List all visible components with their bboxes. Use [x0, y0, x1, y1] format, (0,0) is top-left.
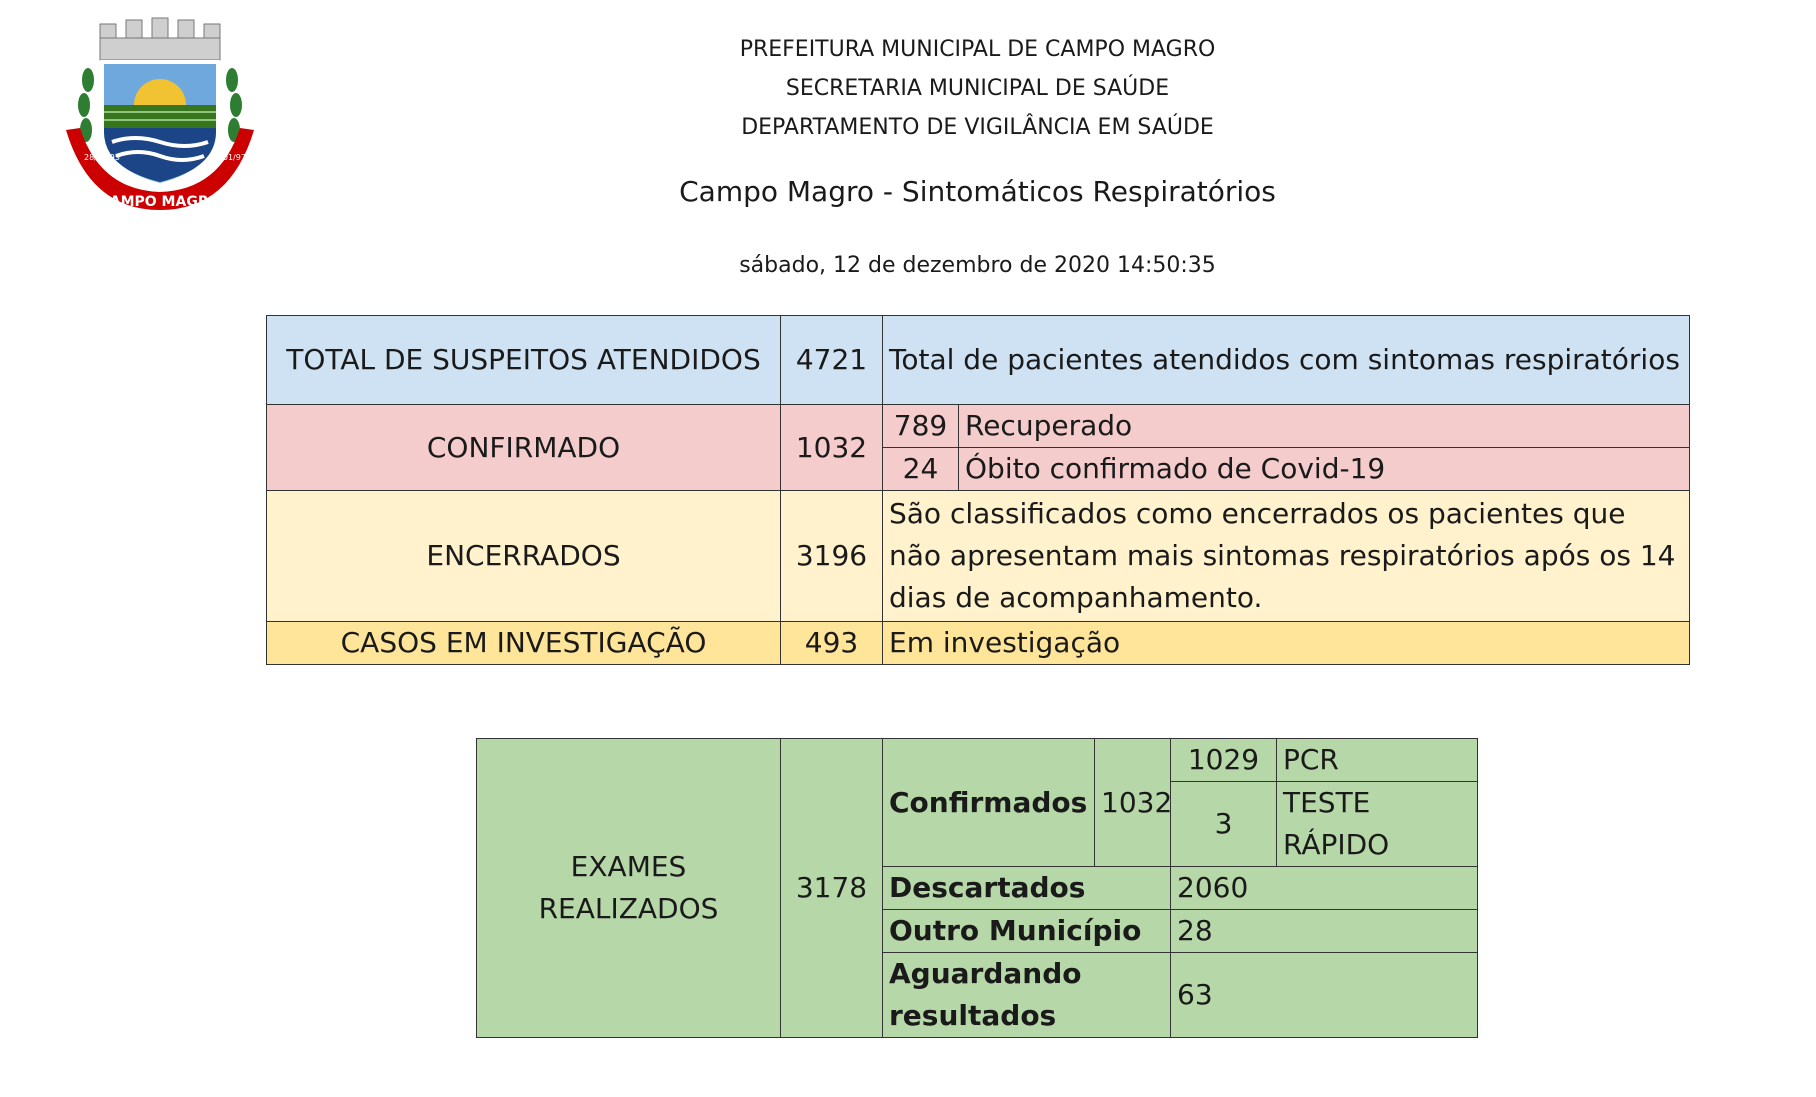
investigation-value: 493 — [781, 622, 883, 665]
rapid-test-label: TESTE RÁPIDO — [1277, 782, 1478, 867]
closed-description: São classificados como encerrados os pacientes que não apresentam mais sintomas respiratórios após os 14 dias de acompanhamento. — [883, 491, 1690, 622]
closed-label: ENCERRADOS — [267, 491, 781, 622]
waiting-results-value: 63 — [1171, 953, 1478, 1038]
exams-table — [476, 738, 1478, 1038]
other-municipality-label: Outro Município — [883, 910, 1171, 953]
discarded-value: 2060 — [1171, 867, 1478, 910]
other-municipality-value: 28 — [1171, 910, 1478, 953]
pcr-value: 1029 — [1171, 739, 1277, 782]
investigation-label: CASOS EM INVESTIGAÇÃO — [267, 622, 781, 665]
suspects-label: TOTAL DE SUSPEITOS ATENDIDOS — [267, 316, 781, 405]
recovered-label: Recuperado — [959, 405, 1690, 448]
waiting-results-label: Aguardando resultados — [883, 953, 1171, 1038]
row-closed — [267, 491, 1690, 622]
pcr-label: PCR — [1277, 739, 1478, 782]
row-confirmed — [267, 405, 1690, 448]
header-secretaria: SECRETARIA MUNICIPAL DE SAÚDE — [785, 76, 1170, 101]
deaths-label: Óbito confirmado de Covid-19 — [959, 448, 1690, 491]
deaths-value: 24 — [883, 448, 959, 491]
logo-date-left: 28/12/95 — [84, 153, 120, 162]
row-suspects — [267, 316, 1690, 405]
logo-ribbon-text: CAMPO MAGRO — [99, 194, 221, 210]
suspects-value: 4721 — [781, 316, 883, 405]
discarded-label: Descartados — [883, 867, 1171, 910]
recovered-value: 789 — [883, 405, 959, 448]
confirmed-value: 1032 — [781, 405, 883, 491]
row-exams-pcr — [477, 739, 1478, 782]
confirmed-label: CONFIRMADO — [267, 405, 781, 491]
row-investigation — [267, 622, 1690, 665]
summary-table — [266, 315, 1690, 665]
header-departamento: DEPARTAMENTO DE VIGILÂNCIA EM SAÚDE — [741, 115, 1214, 140]
exams-confirmed-value: 1032 — [1095, 739, 1171, 867]
suspects-description: Total de pacientes atendidos com sintomas respiratórios — [883, 316, 1690, 405]
header-prefeitura: PREFEITURA MUNICIPAL DE CAMPO MAGRO — [739, 37, 1216, 62]
page-title: Campo Magro - Sintomáticos Respiratórios — [679, 175, 1276, 208]
report-date: sábado, 12 de dezembro de 2020 14:50:35 — [739, 253, 1216, 278]
exams-value: 3178 — [781, 739, 883, 1038]
exams-confirmed-label: Confirmados — [883, 739, 1095, 867]
investigation-description: Em investigação — [883, 622, 1690, 665]
logo-date-right: 01/01/97 — [210, 153, 246, 162]
closed-value: 3196 — [781, 491, 883, 622]
exams-label: EXAMES REALIZADOS — [477, 739, 781, 1038]
rapid-test-value: 3 — [1171, 782, 1277, 867]
